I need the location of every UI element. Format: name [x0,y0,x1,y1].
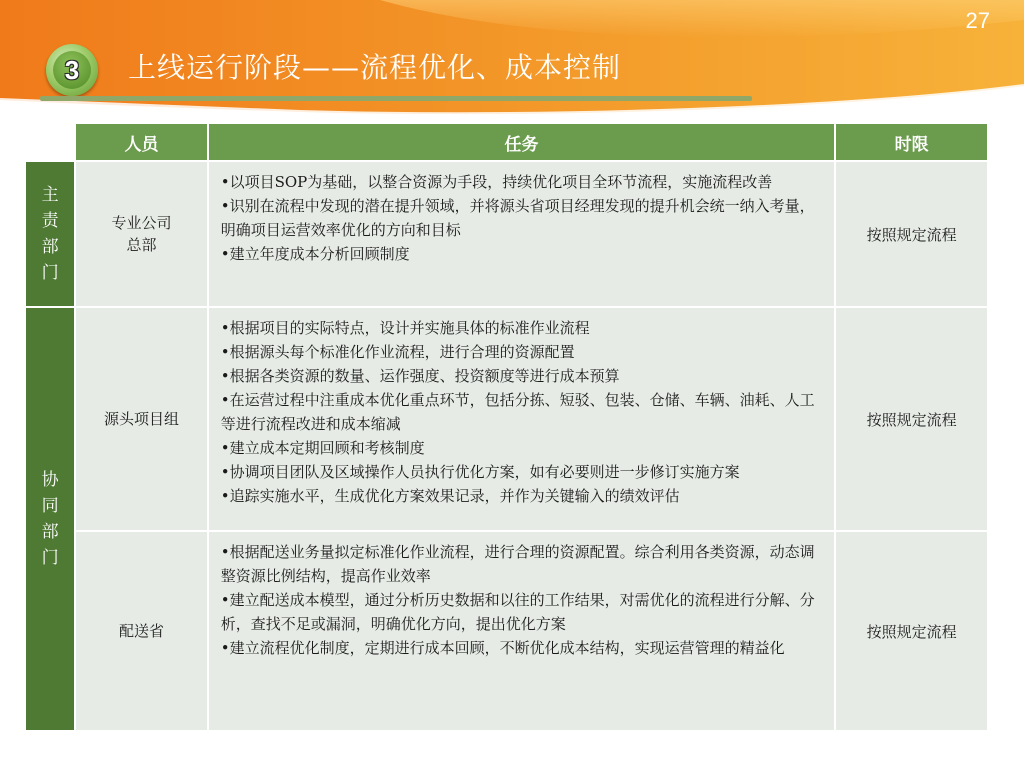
group-label-primary [26,162,74,306]
deadline-cell: 按照规定流程 [836,162,987,306]
task-item: • 建立配送成本模型，通过分析历史数据和以往的工作结果，对需优化的流程进行分解、分析，查找不足或漏洞，明确优化方向，提出优化方案 [221,588,827,636]
task-item: • 建立年度成本分析回顾制度 [221,242,827,266]
header-deadline: 时限 [836,124,987,160]
responsibility-table [24,122,989,732]
task-cell [209,308,835,530]
person-cell [76,162,207,306]
page-number: 27 [965,8,990,33]
person-cell [76,532,207,730]
section-number: 3 [53,51,91,89]
table-row [26,532,987,730]
task-item: • 识别在流程中发现的潜在提升领域，并将源头省项目经理发现的提升机会统一纳入考量，明确项目运营效率优化的方向和目标 [221,194,827,242]
header-blank-cell [26,124,74,160]
group-label-text: 协同部门 [41,470,59,568]
person-name: 专业公司 总部 [111,214,172,254]
header-task: 任务 [209,124,835,160]
task-cell [209,532,835,730]
group-label-text: 主责部门 [41,185,59,283]
task-item: • 协调项目团队及区域操作人员执行优化方案，如有必要则进一步修订实施方案 [221,460,827,484]
section-number-badge [46,44,98,96]
group-label-collaborative [26,308,74,730]
deadline-cell: 按照规定流程 [836,532,987,730]
task-item: • 根据项目的实际特点，设计并实施具体的标准作业流程 [221,316,827,340]
task-item: • 根据各类资源的数量、运作强度、投资额度等进行成本预算 [221,364,827,388]
header-person: 人员 [76,124,207,160]
task-item: • 在运营过程中注重成本优化重点环节，包括分拣、短驳、包装、仓储、车辆、油耗、人工等进行流程改进和成本缩减 [221,388,827,436]
task-item: • 建立成本定期回顾和考核制度 [221,436,827,460]
task-item: • 根据配送业务量拟定标准化作业流程，进行合理的资源配置。综合利用各类资源，动态调整资源比例结构，提高作业效率 [221,540,827,588]
table-header-row [26,124,987,160]
person-cell [76,308,207,530]
deadline-cell: 按照规定流程 [836,308,987,530]
page-title: 上线运行阶段——流程优化、成本控制 [128,51,622,84]
person-name: 源头项目组 [103,410,179,428]
title-underline [40,96,752,101]
task-item: • 以项目SOP为基础，以整合资源为手段，持续优化项目全环节流程，实施流程改善 [221,170,827,194]
task-item: • 追踪实施水平，生成优化方案效果记录，并作为关键输入的绩效评估 [221,484,827,508]
table-row [26,308,987,530]
task-cell [209,162,835,306]
task-item: • 根据源头每个标准化作业流程，进行合理的资源配置 [221,340,827,364]
table-row [26,162,987,306]
task-item: • 建立流程优化制度，定期进行成本回顾，不断优化成本结构，实现运营管理的精益化 [221,636,827,660]
person-name: 配送省 [118,622,164,640]
